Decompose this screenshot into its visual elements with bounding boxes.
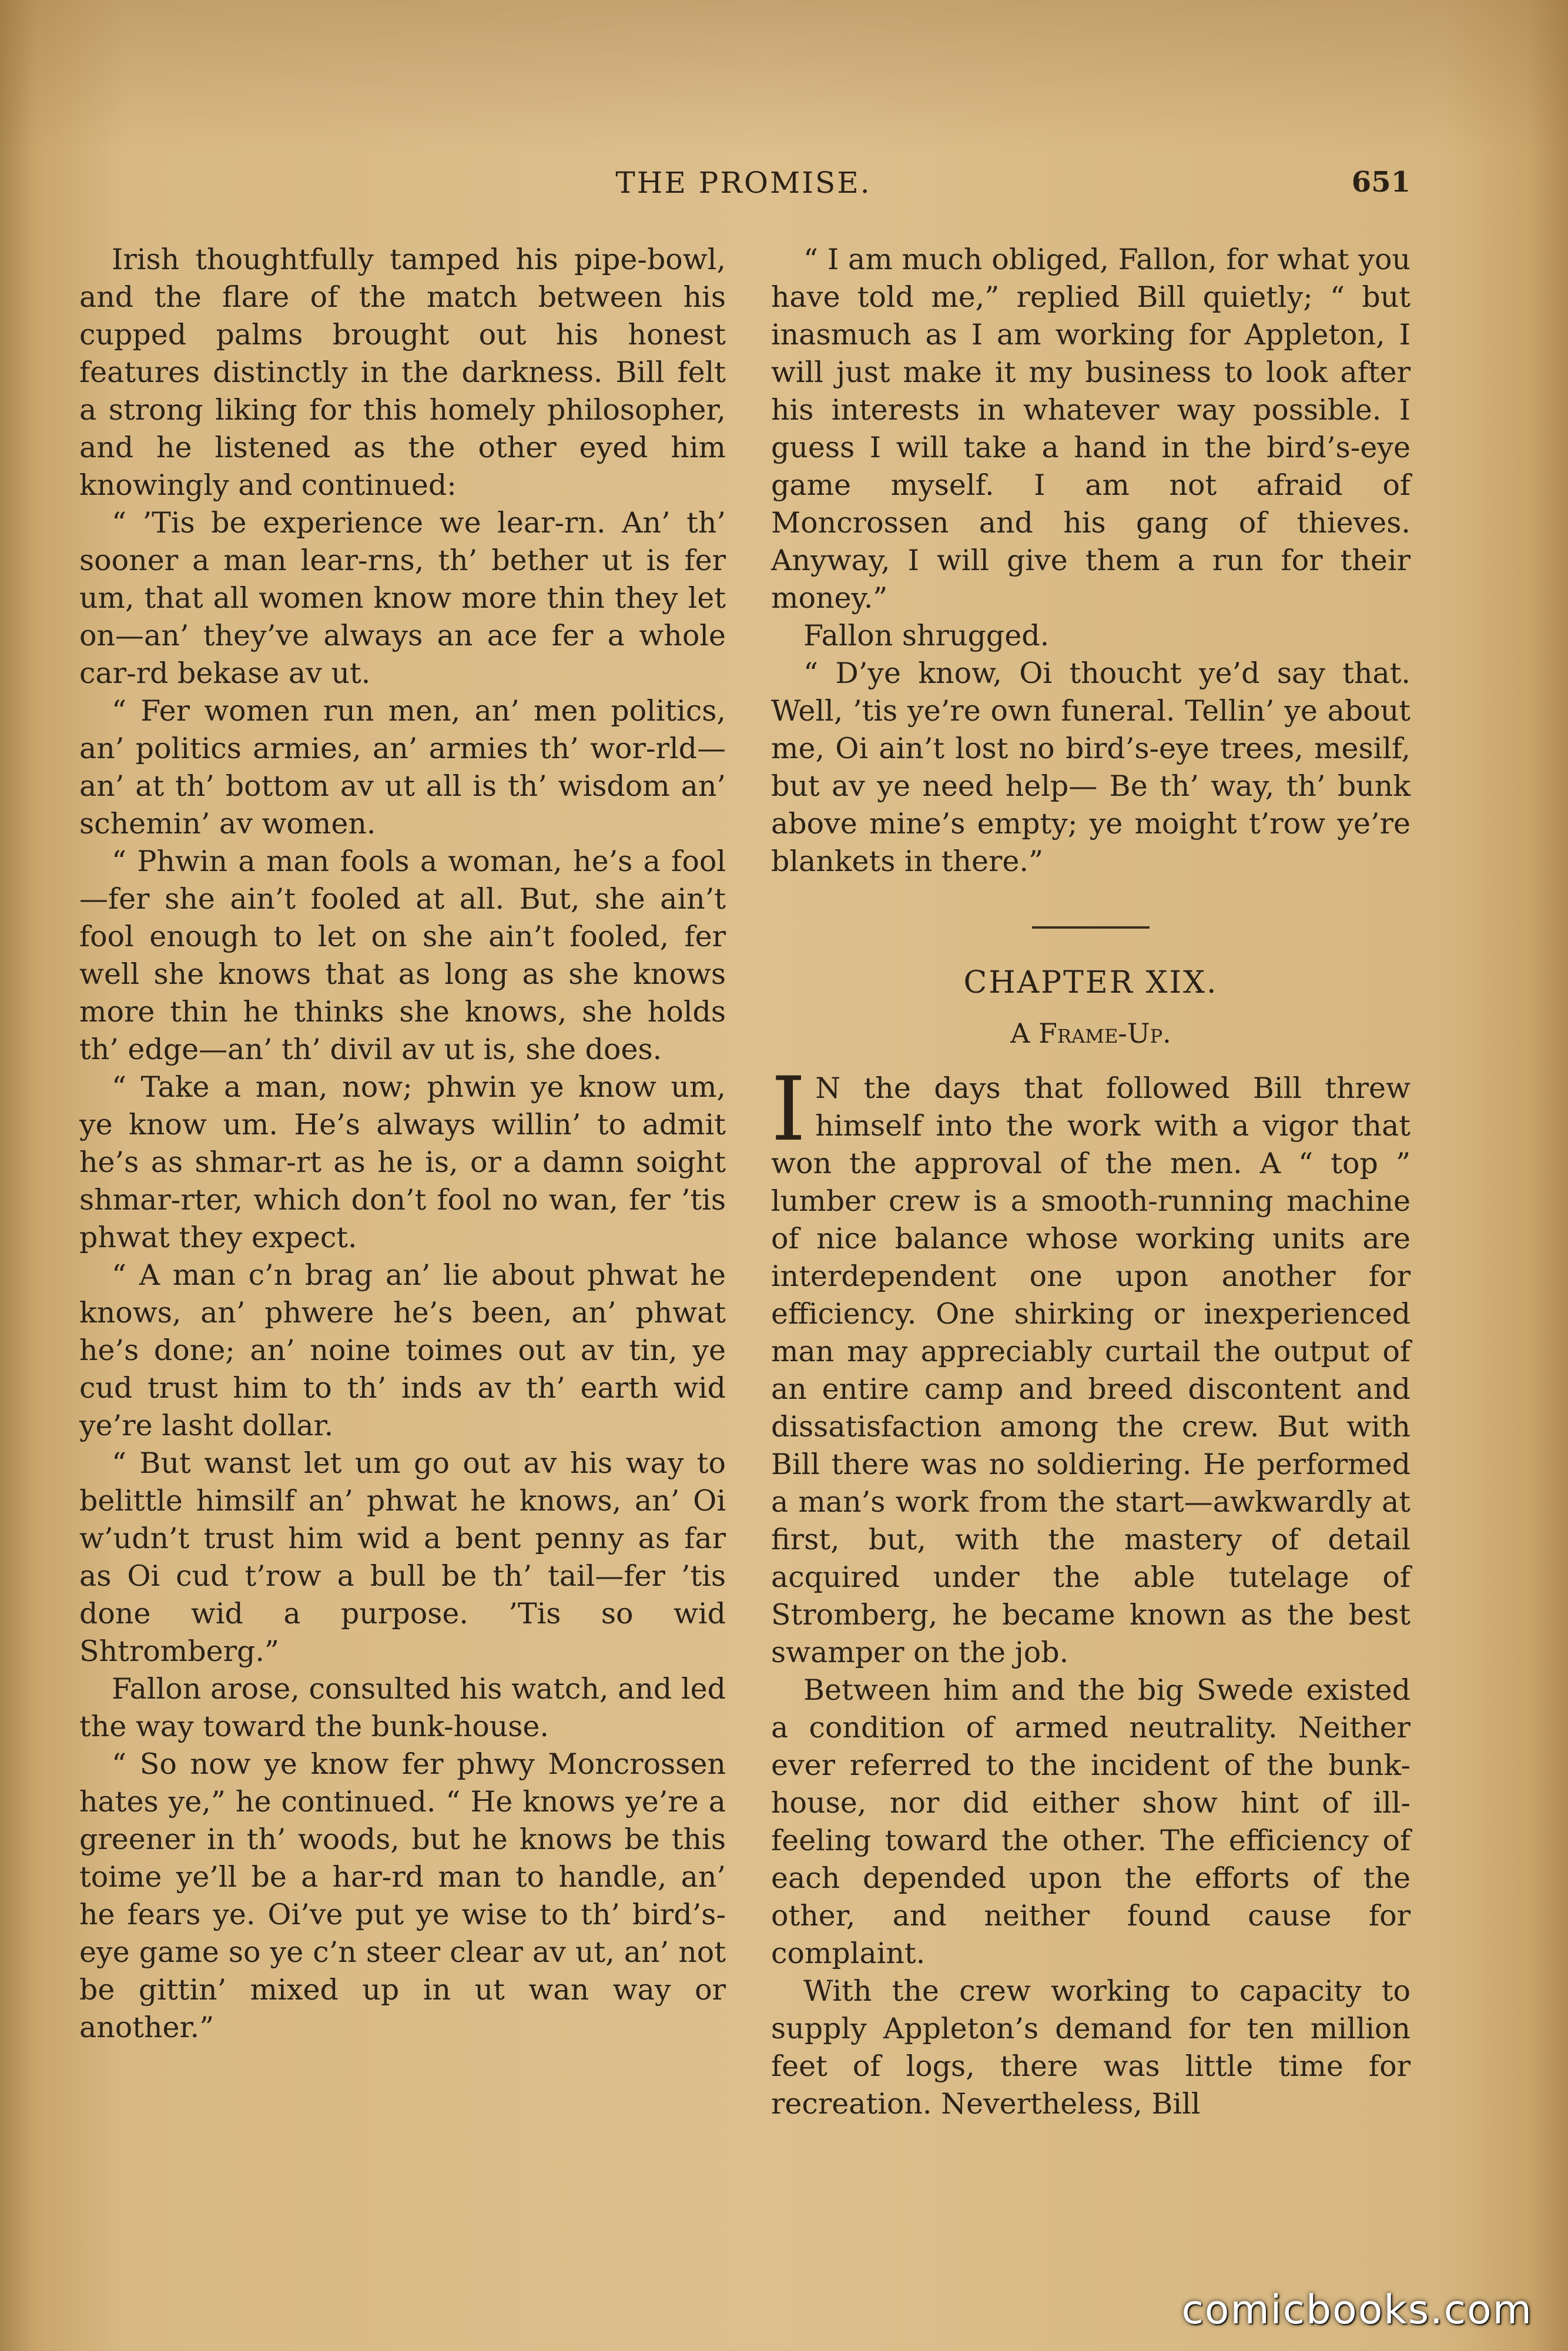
watermark: comicbooks.com	[1181, 2287, 1533, 2333]
left-column	[79, 241, 726, 2047]
paragraph: “ Phwin a man fools a woman, he’s a fool—fer she ain’t fooled at all. But, she ain’t fool enough to let on she ain’t fooled, fer well she knows that as long as she knows more thin he thinks she knows, she holds th’ edge—an’ th’ divil av ut is, she does.	[79, 845, 726, 1066]
page-number: 651	[1351, 166, 1410, 199]
paragraph: “ D’ye know, Oi thoucht ye’d say that. Well, ’tis ye’re own funeral. Tellin’ ye about me, Oi ain’t lost no bird’s-eye trees, mesilf, but av ye need help— Be th’ way, th’ bunk above mine’s empty; ye moight t’row ye’re blankets in there.”	[771, 657, 1410, 878]
paragraph: Fallon arose, consulted his watch, and led the way toward the bunk-house.	[79, 1672, 726, 1743]
paragraph: “ Fer women run men, an’ men politics, an’ politics armies, an’ armies th’ wor-rld—an’ at th’ bottom av ut all is th’ wisdom an’ schemin’ av women.	[79, 694, 726, 840]
paragraph: Between him and the big Swede existed a condition of armed neutrality. Neither ever referred to the incident of the bunk-house, nor did either show hint of ill-feeling toward the other. The efficiency of each depended upon the efforts of the other, and neither found cause for complaint.	[771, 1673, 1410, 1970]
chapter-opening-text: N the days that followed Bill threw himself into the work with a vigor that won the approval of the men. A “ top ” lumber crew is a smooth-running machine of nice balance whose working units are interdependent one upon another for efficiency. One shirking or inexperienced man may appreciably curtail the output of an entire camp and breed discontent and dissatisfaction among the crew. But with Bill there was no soldiering. He performed a man’s work from the start—awkwardly at first, but, with the mastery of detail acquired under the able tutelage of Stromberg, he became known as the best swamper on the job.	[771, 1071, 1410, 1669]
page-header	[76, 166, 1410, 213]
section-divider	[1032, 926, 1150, 929]
paragraph: “ I am much obliged, Fallon, for what you have told me,” replied Bill quietly; “ but inasmuch as I am working for Appleton, I will just make it my business to look after his interests in whatever way possible. I guess I will take a hand in the bird’s-eye game myself. I am not afraid of Moncrossen and his gang of thieves. Anyway, I will give them a run for their money.”	[771, 243, 1410, 615]
paragraph: With the crew working to capacity to supply Appleton’s demand for ten million feet of logs, there was little time for recreation. Nevertheless, Bill	[771, 1974, 1410, 2121]
chapter-opening-paragraph	[771, 1059, 1410, 1672]
paragraph: “ A man c’n brag an’ lie about phwat he knows, an’ phwere he’s been, an’ phwat he’s done; an’ noine toimes out av tin, ye cud trust him to th’ inds av th’ earth wid ye’re lasht dollar.	[79, 1258, 726, 1442]
chapter-title: CHAPTER XIX.	[963, 965, 1218, 1000]
paragraph: “ Take a man, now; phwin ye know um, ye know um. He’s always willin’ to admit he’s as shmar-rt as he is, or a damn soight shmar-rter, which don’t fool no wan, fer ’tis phwat they expect.	[79, 1070, 726, 1254]
chapter-subtitle	[771, 1014, 1410, 1052]
paragraph: Fallon shrugged.	[803, 619, 1050, 652]
right-column	[771, 241, 1410, 2123]
chapter-subtitle-text: A Frame-Up.	[1010, 1017, 1171, 1049]
paragraph: “ ’Tis be experience we lear-rn. An’ th’ sooner a man lear-rns, th’ bether ut is fer um, that all women know more thin they let on—an’ they’ve always an ace fer a whole car-rd bekase av ut.	[79, 506, 726, 690]
paragraph: “ So now ye know fer phwy Moncrossen hates ye,” he continued. “ He knows ye’re a greener in th’ woods, but he knows be this toime ye’ll be a har-rd man to handle, an’ he fears ye. Oi’ve put ye wise to th’ bird’s-eye game so ye c’n steer clear av ut, an’ not be gittin’ mixed up in ut wan way or another.”	[79, 1747, 726, 2044]
page-shading	[0, 0, 1568, 153]
paragraph: “ But wanst let um go out av his way to belittle himsilf an’ phwat he knows, an’ Oi w’udn’t trust him wid a bent penny as far as Oi cud t’row a bull be th’ tail—fer ’tis done wid a purpose. ’Tis so wid Shtromberg.”	[79, 1446, 726, 1668]
running-title: THE PROMISE.	[615, 166, 872, 200]
drop-cap: I	[771, 1059, 806, 1161]
paragraph: Irish thoughtfully tamped his pipe-bowl, and the flare of the match between his cupped palms brought out his honest features distinctly in the darkness. Bill felt a strong liking for this homely philosopher, and he listened as the other eyed him knowingly and continued:	[79, 243, 726, 502]
